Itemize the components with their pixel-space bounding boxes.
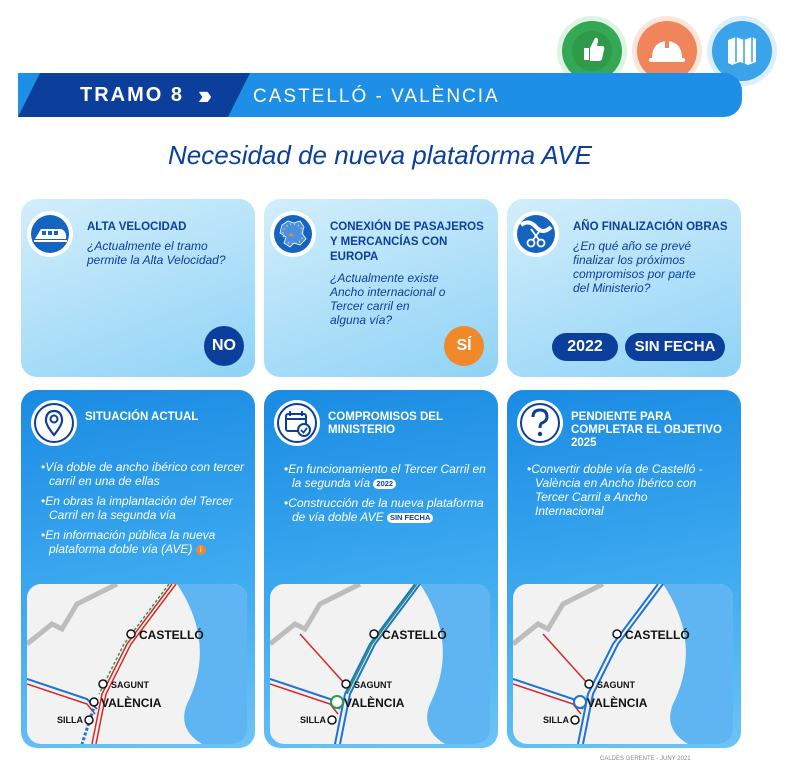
- map-label-silla: SILLA: [300, 715, 326, 725]
- location-pin-icon: [31, 400, 77, 446]
- answer-sin-fecha-badge: SIN FECHA: [625, 333, 725, 361]
- card-heading: SITUACIÓN ACTUAL: [85, 411, 199, 423]
- map-label-silla: SILLA: [57, 715, 83, 725]
- list-item: • En información pública la nueva plataforma doble vía (AVE) i: [41, 528, 247, 556]
- card-question: ¿En qué año se prevé finalizar los próximos compromisos por parte del Ministerio?: [573, 239, 696, 295]
- map-label-castello: CASTELLÓ: [139, 628, 204, 642]
- card-pendiente-objetivo: [507, 390, 741, 748]
- route-map: [513, 584, 733, 744]
- train-icon: [27, 211, 73, 257]
- map-label-valencia: VALÈNCIA: [344, 696, 405, 710]
- bullet-list: [527, 462, 707, 524]
- list-item: • En obras la implantación del Tercer Carril en la segunda vía: [41, 494, 247, 522]
- map-label-castello: CASTELLÓ: [625, 628, 690, 642]
- map-label-sagunt: SAGUNT: [354, 680, 392, 690]
- card-question: ¿Actualmente existe Ancho internacional o Tercer carril en alguna vía?: [330, 271, 446, 327]
- card-heading: AÑO FINALIZACIÓN OBRAS: [573, 221, 728, 233]
- route-map: [27, 584, 247, 744]
- question-mark-icon: [517, 400, 563, 446]
- answer-2022-badge: 2022: [552, 333, 618, 361]
- year-tag: 2022: [373, 479, 396, 489]
- route-map: [270, 584, 490, 744]
- card-heading: PENDIENTE PARA COMPLETAR EL OBJETIVO 2025: [571, 411, 723, 449]
- card-heading: ALTA VELOCIDAD: [87, 221, 187, 233]
- map-label-sagunt: SAGUNT: [597, 680, 635, 690]
- list-item: • Vía doble de ancho ibérico con tercer carril en una de ellas: [41, 460, 247, 488]
- card-conexion-europa: [264, 199, 498, 377]
- answer-no-badge: NO: [204, 326, 244, 366]
- sin-fecha-tag: SIN FECHA: [387, 513, 433, 523]
- map-label-castello: CASTELLÓ: [382, 628, 447, 642]
- list-item: • Construcción de la nueva plataforma de vía doble AVE SIN FECHA: [284, 496, 490, 524]
- card-heading: CONEXIÓN DE PASAJEROS Y MERCANCÍAS CON EUROPA: [330, 221, 484, 263]
- bullet-list: [284, 462, 490, 530]
- bullet-list: [41, 460, 247, 562]
- footer-credit: CALDES GERENTE - JUNY 2021: [600, 756, 691, 762]
- list-item: • En funcionamiento el Tercer Carril en la segunda vía 2022: [284, 462, 490, 490]
- map-label-silla: SILLA: [543, 715, 569, 725]
- ribbon-scissors-icon: [513, 211, 559, 257]
- card-alta-velocidad: [21, 199, 255, 377]
- card-situacion-actual: [21, 390, 255, 748]
- calendar-check-icon: [274, 400, 320, 446]
- info-icon: i: [196, 545, 206, 555]
- route-label: CASTELLÓ - VALÈNCIA: [253, 86, 500, 107]
- card-ano-finalizacion: [507, 199, 741, 377]
- double-chevron-icon: ›››: [198, 80, 206, 110]
- answer-si-badge: SÍ: [444, 326, 484, 366]
- map-label-sagunt: SAGUNT: [111, 680, 149, 690]
- page-title: Necesidad de nueva plataforma AVE: [168, 140, 592, 170]
- tramo-label: TRAMO 8: [80, 84, 184, 106]
- map-label-valencia: VALÈNCIA: [587, 696, 648, 710]
- list-item: • Convertir doble vía de Castelló - València en Ancho Ibérico con Tercer Carril a Ancho Internacional: [527, 462, 707, 518]
- card-compromisos-ministerio: [264, 390, 498, 748]
- map-label-valencia: VALÈNCIA: [101, 696, 162, 710]
- card-question: ¿Actualmente el tramo permite la Alta Velocidad?: [87, 239, 226, 267]
- europe-map-icon: [270, 211, 316, 257]
- card-heading: COMPROMISOS DEL MINISTERIO: [328, 411, 443, 436]
